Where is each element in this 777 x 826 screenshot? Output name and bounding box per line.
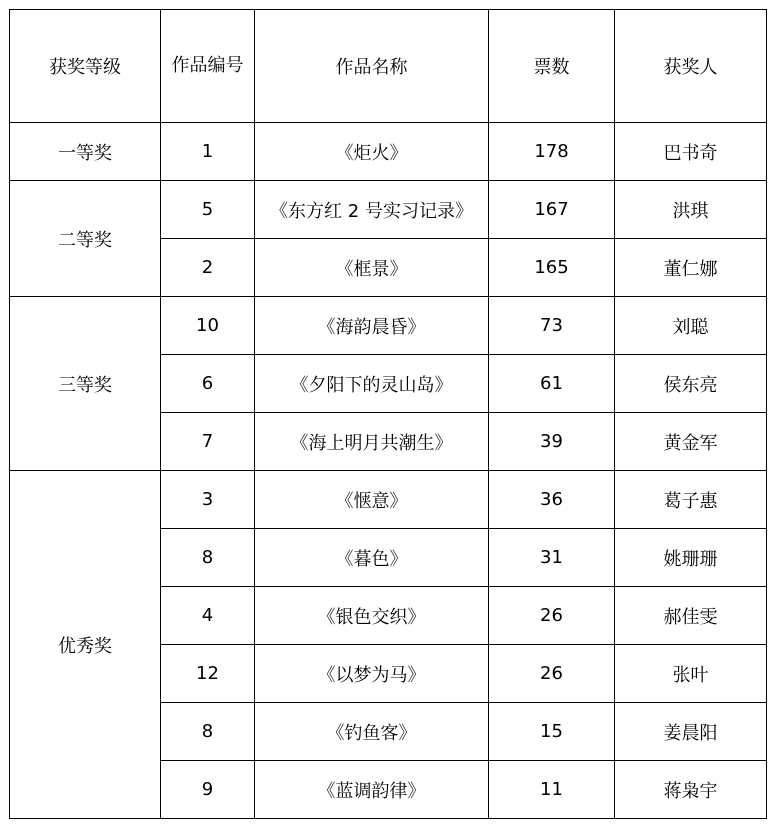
vote-count-cell: 73 [489, 297, 615, 355]
entry-number-cell: 8 [161, 529, 255, 587]
winner-name-cell: 洪琪 [615, 181, 767, 239]
entry-number-cell: 8 [161, 703, 255, 761]
entry-number-cell: 9 [161, 761, 255, 819]
winner-name-cell: 董仁娜 [615, 239, 767, 297]
header-title: 作品名称 [255, 10, 489, 123]
entry-title-cell: 《东方红 2 号实习记录》 [255, 181, 489, 239]
entry-number-cell: 3 [161, 471, 255, 529]
winner-name-cell: 姚珊珊 [615, 529, 767, 587]
entry-title-cell: 《以梦为马》 [255, 645, 489, 703]
header-votes: 票数 [489, 10, 615, 123]
entry-title-cell: 《钓鱼客》 [255, 703, 489, 761]
award-level-cell: 三等奖 [10, 297, 161, 471]
vote-count-cell: 165 [489, 239, 615, 297]
header-number: 作品编号 [161, 10, 255, 123]
awards-table [9, 9, 767, 819]
entry-number-cell: 4 [161, 587, 255, 645]
entry-number-cell: 12 [161, 645, 255, 703]
entry-number-cell: 10 [161, 297, 255, 355]
award-level-cell: 一等奖 [10, 123, 161, 181]
entry-number-cell: 5 [161, 181, 255, 239]
winner-name-cell: 蒋枭宇 [615, 761, 767, 819]
award-level-cell: 二等奖 [10, 181, 161, 297]
entry-number-cell: 1 [161, 123, 255, 181]
entry-number-cell: 7 [161, 413, 255, 471]
entry-number-cell: 6 [161, 355, 255, 413]
entry-title-cell: 《框景》 [255, 239, 489, 297]
table-row [10, 471, 767, 529]
winner-name-cell: 姜晨阳 [615, 703, 767, 761]
vote-count-cell: 31 [489, 529, 615, 587]
vote-count-cell: 26 [489, 645, 615, 703]
vote-count-cell: 15 [489, 703, 615, 761]
winner-name-cell: 葛子惠 [615, 471, 767, 529]
winner-name-cell: 刘聪 [615, 297, 767, 355]
entry-title-cell: 《惬意》 [255, 471, 489, 529]
entry-title-cell: 《炬火》 [255, 123, 489, 181]
table-row [10, 297, 767, 355]
entry-title-cell: 《海上明月共潮生》 [255, 413, 489, 471]
winner-name-cell: 侯东亮 [615, 355, 767, 413]
vote-count-cell: 39 [489, 413, 615, 471]
winner-name-cell: 郝佳雯 [615, 587, 767, 645]
entry-title-cell: 《海韵晨昏》 [255, 297, 489, 355]
entry-title-cell: 《银色交织》 [255, 587, 489, 645]
table-row [10, 181, 767, 239]
table-body [10, 10, 767, 819]
entry-title-cell: 《蓝调韵律》 [255, 761, 489, 819]
winner-name-cell: 黄金军 [615, 413, 767, 471]
vote-count-cell: 61 [489, 355, 615, 413]
vote-count-cell: 167 [489, 181, 615, 239]
vote-count-cell: 178 [489, 123, 615, 181]
winner-name-cell: 张叶 [615, 645, 767, 703]
header-level: 获奖等级 [10, 10, 161, 123]
table-row [10, 123, 767, 181]
entry-title-cell: 《暮色》 [255, 529, 489, 587]
vote-count-cell: 26 [489, 587, 615, 645]
header-row [10, 10, 767, 123]
winner-name-cell: 巴书奇 [615, 123, 767, 181]
header-winner: 获奖人 [615, 10, 767, 123]
entry-title-cell: 《夕阳下的灵山岛》 [255, 355, 489, 413]
vote-count-cell: 11 [489, 761, 615, 819]
vote-count-cell: 36 [489, 471, 615, 529]
award-level-cell: 优秀奖 [10, 471, 161, 819]
entry-number-cell: 2 [161, 239, 255, 297]
